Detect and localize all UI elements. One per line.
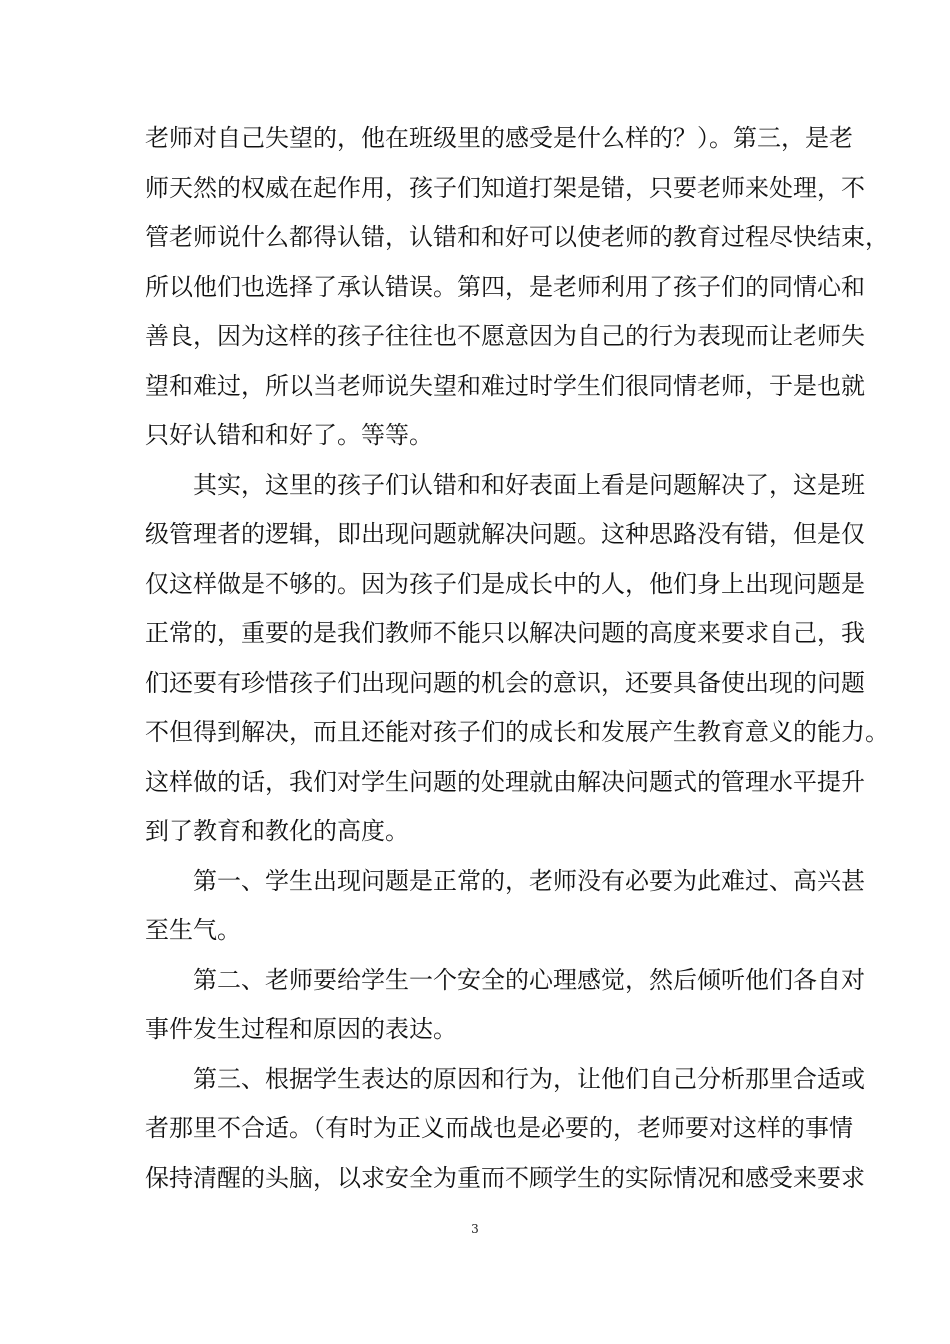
- text-line: 所以他们也选择了承认错误。第四，是老师利用了孩子们的同情心和: [145, 272, 865, 301]
- paragraph: [145, 857, 865, 956]
- text-line: 级管理者的逻辑，即出现问题就解决问题。这种思路没有错，但是仅: [145, 520, 865, 548]
- text-line: 善良，因为这样的孩子往往也不愿意因为自己的行为表现而让老师失: [145, 322, 865, 350]
- text-line: 其实，这里的孩子们认错和和好表面上看是问题解决了，这是班: [193, 470, 865, 499]
- text-line: 望和难过，所以当老师说失望和难过时学生们很同情老师，于是也就: [145, 371, 865, 400]
- paragraph: [145, 114, 889, 461]
- text-line: 者那里不合适。（有时为正义而战也是必要的，老师要对这样的事情: [145, 1114, 853, 1142]
- text-line: 管老师说什么都得认错，认错和和好可以使老师的教育过程尽快结束，: [145, 223, 889, 251]
- text-line: 正常的，重要的是我们教师不能只以解决问题的高度来要求自己，我: [145, 619, 865, 647]
- text-line: 第三、根据学生表达的原因和行为，让他们自己分析那里合适或: [193, 1064, 865, 1093]
- text-line: 到了教育和教化的高度。: [145, 817, 409, 845]
- document-body: [145, 114, 889, 1203]
- text-line: 仅这样做是不够的。因为孩子们是成长中的人，他们身上出现问题是: [145, 569, 865, 598]
- text-line: 师天然的权威在起作用，孩子们知道打架是错，只要老师来处理，不: [145, 173, 865, 202]
- text-line: 这样做的话，我们对学生问题的处理就由解决问题式的管理水平提升: [145, 767, 865, 796]
- paragraph: [145, 956, 865, 1055]
- paragraph: [145, 461, 889, 857]
- text-line: 保持清醒的头脑，以求安全为重而不顾学生的实际情况和感受来要求: [145, 1163, 865, 1192]
- text-line: 只好认错和和好了。等等。: [145, 421, 433, 449]
- text-line: 老师对自己失望的，他在班级里的感受是什么样的？）。第三，是老: [145, 124, 853, 152]
- text-line: 至生气。: [145, 916, 241, 944]
- page-number: 3: [471, 1222, 479, 1236]
- text-line: 第一、学生出现问题是正常的，老师没有必要为此难过、高兴甚: [193, 866, 865, 895]
- text-line: 不但得到解决，而且还能对孩子们的成长和发展产生教育意义的能力。: [145, 718, 889, 746]
- paragraph: [145, 1055, 865, 1204]
- text-line: 们还要有珍惜孩子们出现问题的机会的意识，还要具备使出现的问题: [145, 668, 865, 697]
- text-line: 第二、老师要给学生一个安全的心理感觉，然后倾听他们各自对: [193, 965, 865, 994]
- text-line: 事件发生过程和原因的表达。: [145, 1015, 457, 1043]
